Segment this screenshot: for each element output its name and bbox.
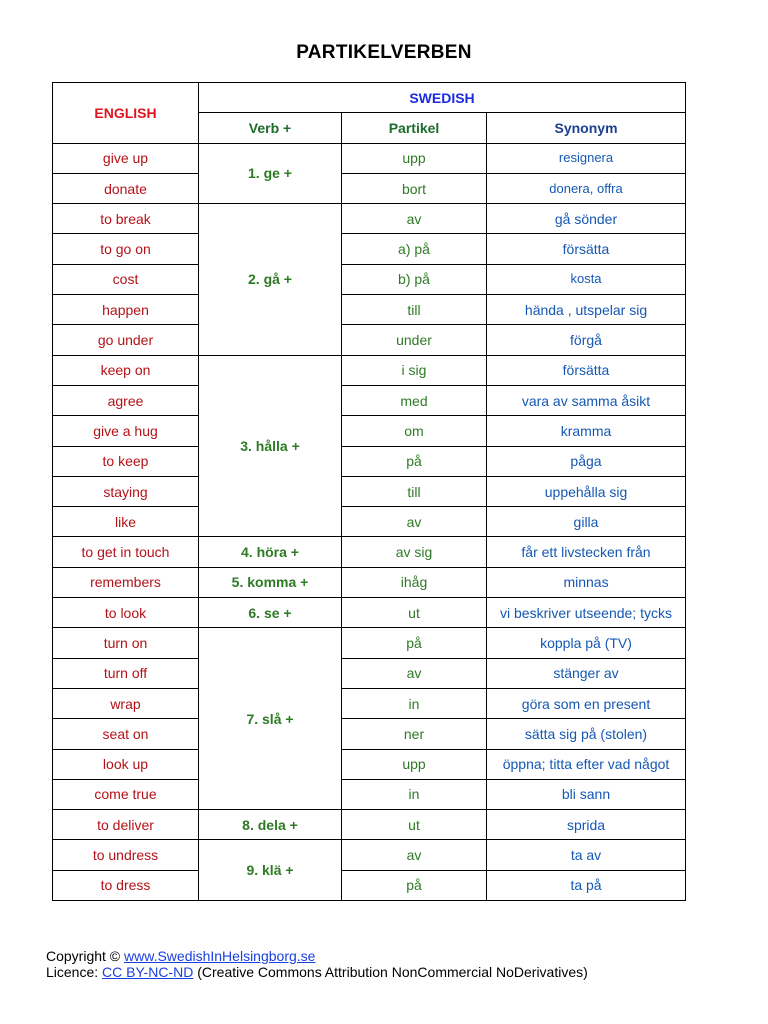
- table-body: [53, 143, 686, 900]
- synonym-cell: hända , utspelar sig: [487, 295, 686, 325]
- english-cell: to deliver: [53, 810, 199, 840]
- partikel-cell: in: [342, 779, 487, 809]
- english-cell: turn on: [53, 628, 199, 658]
- header-synonym: Synonym: [487, 113, 686, 143]
- synonym-cell: ta på: [487, 870, 686, 900]
- synonym-cell: sätta sig på (stolen): [487, 719, 686, 749]
- partikel-cell: i sig: [342, 355, 487, 385]
- english-cell: staying: [53, 476, 199, 506]
- table-row: [53, 143, 686, 173]
- partikel-cell: till: [342, 295, 487, 325]
- table-row: [53, 385, 686, 415]
- table-row: [53, 840, 686, 870]
- licence-prefix: Licence:: [46, 964, 103, 980]
- partikel-cell: på: [342, 446, 487, 476]
- english-cell: happen: [53, 295, 199, 325]
- partikel-cell: ner: [342, 719, 487, 749]
- copyright-prefix: Copyright ©: [46, 948, 125, 964]
- partikel-cell: med: [342, 385, 487, 415]
- synonym-cell: förgå: [487, 325, 686, 355]
- english-cell: to keep: [53, 446, 199, 476]
- synonym-cell: minnas: [487, 567, 686, 597]
- english-cell: go under: [53, 325, 199, 355]
- synonym-cell: resignera: [487, 143, 686, 173]
- table-row: [53, 476, 686, 506]
- table-row: [53, 325, 686, 355]
- website-link[interactable]: www.SwedishInHelsingborg.se: [124, 948, 316, 964]
- header-swedish: SWEDISH: [199, 83, 686, 113]
- verb-cell: 9. klä +: [199, 840, 342, 901]
- english-cell: look up: [53, 749, 199, 779]
- partikel-cell: av: [342, 658, 487, 688]
- english-cell: remembers: [53, 567, 199, 597]
- synonym-cell: gilla: [487, 507, 686, 537]
- table-row: [53, 779, 686, 809]
- particle-verb-table: [52, 82, 686, 901]
- copyright-line: [46, 948, 315, 964]
- table-row: [53, 719, 686, 749]
- page-title: PARTIKELVERBEN: [296, 42, 472, 63]
- english-cell: agree: [53, 385, 199, 415]
- synonym-cell: öppna; titta efter vad något: [487, 749, 686, 779]
- verb-cell: 3. hålla +: [199, 355, 342, 537]
- english-cell: keep on: [53, 355, 199, 385]
- english-cell: to dress: [53, 870, 199, 900]
- english-cell: come true: [53, 779, 199, 809]
- table-row: [53, 416, 686, 446]
- partikel-cell: bort: [342, 173, 487, 203]
- table-row: [53, 234, 686, 264]
- licence-line: [46, 964, 588, 980]
- synonym-cell: stänger av: [487, 658, 686, 688]
- verb-cell: 1. ge +: [199, 143, 342, 204]
- synonym-cell: vi beskriver utseende; tycks: [487, 598, 686, 628]
- table-row: [53, 295, 686, 325]
- table-row: [53, 749, 686, 779]
- partikel-cell: upp: [342, 749, 487, 779]
- english-cell: like: [53, 507, 199, 537]
- synonym-cell: bli sann: [487, 779, 686, 809]
- table-row: [53, 173, 686, 203]
- synonym-cell: göra som en present: [487, 688, 686, 718]
- english-cell: to break: [53, 204, 199, 234]
- english-cell: to undress: [53, 840, 199, 870]
- english-cell: give a hug: [53, 416, 199, 446]
- partikel-cell: på: [342, 628, 487, 658]
- table-row: [53, 658, 686, 688]
- partikel-cell: b) på: [342, 264, 487, 294]
- header-row: [53, 83, 686, 113]
- english-cell: cost: [53, 264, 199, 294]
- synonym-cell: sprida: [487, 810, 686, 840]
- synonym-cell: vara av samma åsikt: [487, 385, 686, 415]
- partikel-cell: upp: [342, 143, 487, 173]
- verb-cell: 8. dela +: [199, 810, 342, 840]
- verb-cell: 5. komma +: [199, 567, 342, 597]
- table-row: [53, 628, 686, 658]
- partikel-cell: ut: [342, 810, 487, 840]
- synonym-cell: uppehålla sig: [487, 476, 686, 506]
- header-verb: Verb +: [199, 113, 342, 143]
- partikel-cell: om: [342, 416, 487, 446]
- table-row: [53, 870, 686, 900]
- table-row: [53, 355, 686, 385]
- synonym-cell: gå sönder: [487, 204, 686, 234]
- table-row: [53, 688, 686, 718]
- synonym-cell: påga: [487, 446, 686, 476]
- partikel-cell: på: [342, 870, 487, 900]
- verb-cell: 2. gå +: [199, 204, 342, 355]
- partikel-cell: in: [342, 688, 487, 718]
- table-row: [53, 567, 686, 597]
- table-row: [53, 446, 686, 476]
- english-cell: wrap: [53, 688, 199, 718]
- english-cell: to get in touch: [53, 537, 199, 567]
- verb-cell: 6. se +: [199, 598, 342, 628]
- table-row: [53, 507, 686, 537]
- verb-cell: 7. slå +: [199, 628, 342, 810]
- synonym-cell: försätta: [487, 355, 686, 385]
- synonym-cell: donera, offra: [487, 173, 686, 203]
- licence-link[interactable]: CC BY-NC-ND: [102, 964, 194, 980]
- licence-suffix: (Creative Commons Attribution NonCommercial NoDerivatives): [193, 964, 588, 980]
- partikel-cell: av: [342, 840, 487, 870]
- header-english: ENGLISH: [53, 83, 199, 144]
- synonym-cell: koppla på (TV): [487, 628, 686, 658]
- partikel-cell: av: [342, 204, 487, 234]
- table-row: [53, 537, 686, 567]
- partikel-cell: av: [342, 507, 487, 537]
- table-row: [53, 598, 686, 628]
- english-cell: give up: [53, 143, 199, 173]
- partikel-cell: under: [342, 325, 487, 355]
- table-row: [53, 264, 686, 294]
- english-cell: to go on: [53, 234, 199, 264]
- synonym-cell: får ett livstecken från: [487, 537, 686, 567]
- partikel-cell: av sig: [342, 537, 487, 567]
- table-row: [53, 810, 686, 840]
- synonym-cell: ta av: [487, 840, 686, 870]
- english-cell: seat on: [53, 719, 199, 749]
- verb-cell: 4. höra +: [199, 537, 342, 567]
- synonym-cell: försätta: [487, 234, 686, 264]
- header-partikel: Partikel: [342, 113, 487, 143]
- synonym-cell: kramma: [487, 416, 686, 446]
- english-cell: turn off: [53, 658, 199, 688]
- partikel-cell: till: [342, 476, 487, 506]
- table-row: [53, 204, 686, 234]
- partikel-cell: ut: [342, 598, 487, 628]
- english-cell: to look: [53, 598, 199, 628]
- partikel-cell: a) på: [342, 234, 487, 264]
- english-cell: donate: [53, 173, 199, 203]
- partikel-cell: ihåg: [342, 567, 487, 597]
- synonym-cell: kosta: [487, 264, 686, 294]
